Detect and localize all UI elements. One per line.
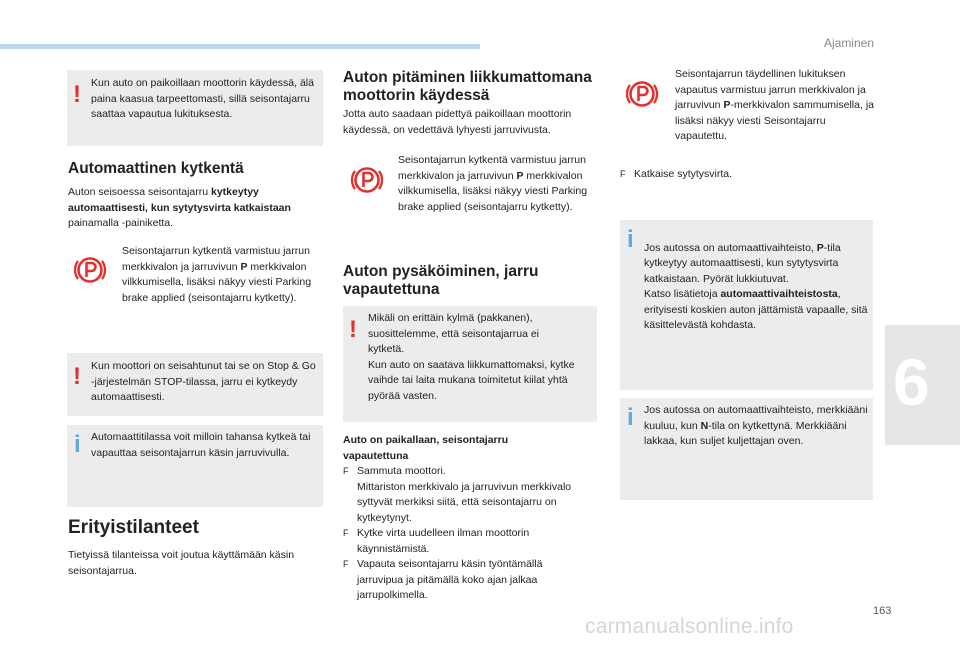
heading-automatic-engagement: Automaattinen kytkentä [68, 160, 244, 177]
paragraph-keep-confirmation: Seisontajarrun kytkentä varmistuu jarrun merkkivalon ja jarruvivun P merkkivalon vilkkumisella, lisäksi näkyy viesti Parking brake applied (seisontajarru kytketty). [398, 154, 588, 213]
warning-box-3 [343, 306, 597, 422]
info-icon: i [74, 431, 81, 458]
chapter-number: 6 [893, 345, 930, 419]
info-text: Jos autossa on automaattivaihteisto, merkkiääni kuuluu, kun N-tila on kytkettynä. Merkkiääni lakkaa, kun suljet kuljettajan oven. [644, 404, 868, 447]
bullet-icon: F [620, 169, 626, 179]
heading-parking-released: Auton pysäköiminen, jarru vapautettuna [343, 263, 539, 298]
warning-icon: ! [73, 81, 81, 108]
bullet-icon: F [343, 528, 349, 538]
heading-special-situations: Erityistilanteet [68, 517, 199, 538]
list-item: F Sammuta moottori. Mittariston merkkivalo ja jarruvivun merkkivalo syttyvät merkiksi siitä, että seisontajarru on kytkeytynyt. [343, 464, 583, 526]
warning-icon: ! [349, 316, 357, 343]
bullet-icon: F [343, 559, 349, 569]
step-list [620, 167, 870, 183]
paragraph-special-situations: Tietyissä tilanteissa voit joutua käyttämään käsin seisontajarrua. [68, 549, 295, 577]
list-item: F Vapauta seisontajarru käsin työntämällä jarruvipua ja pitämällä koko ajan jalkaa jarrupolkimella. [343, 557, 583, 604]
heading-keep-stationary: Auton pitäminen liikkumattomana moottorin käydessä [343, 69, 592, 104]
info-box-2 [620, 220, 873, 390]
parking-brake-icon [72, 252, 108, 288]
paragraph-keep-stationary: Jotta auto saadaan pidettyä paikoillaan moottorin käydessä, on vedettävä lyhyesti jarruvivusta. [343, 108, 572, 136]
paragraph-automatic-engagement: Auton seisoessa seisontajarru kytkeytyy automaattisesti, kun sytytysvirta katkaistaan painamalla -painiketta. [68, 186, 291, 229]
info-box-3 [620, 398, 873, 500]
warning-box-1 [67, 70, 323, 146]
parking-brake-icon [349, 162, 385, 198]
warning-box-2 [67, 353, 323, 416]
list-item: F Katkaise sytytysvirta. [620, 167, 870, 183]
section-title: Ajaminen [823, 36, 874, 50]
warning-icon: ! [73, 363, 81, 390]
list-item: F Kytke virta uudelleen ilman moottorin käynnistämistä. [343, 526, 583, 557]
steps-heading: Auto on paikallaan, seisontajarru vapautettuna [343, 434, 509, 462]
page-number: 163 [873, 605, 892, 617]
warning-text: Kun moottori on seisahtunut tai se on Stop & Go -järjestelmän STOP-tilassa, jarru ei kytkeydy automaattisesti. [91, 360, 316, 403]
bullet-icon: F [343, 466, 349, 476]
info-icon: i [627, 226, 634, 253]
paragraph-release-confirmation: Seisontajarrun täydellinen lukituksen vapautus varmistuu jarrun merkkivalon ja jarruvivun P-merkkivalon sammumisella, ja lisäksi näkyy viesti Seisontajarru vapautettu. [675, 68, 874, 142]
warning-text: Kun auto on paikoillaan moottorin käydessä, älä paina kaasua tarpeettomasti, sillä seisontajarru saattaa vapautua lukituksesta. [91, 77, 314, 120]
info-text: Jos autossa on automaattivaihteisto, P-tila kytkeytyy automaattisesti, kun sytytysvirta katkaistaan. Pyörät lukkiutuvat. Katso lisätietoja automaattivaihteistosta, erityisesti koskien auton jättämistä vapaalle, sitä käsittelevästä kohdasta. [644, 241, 868, 331]
watermark: carmanualsonline.info [585, 615, 794, 638]
parking-brake-icon [624, 76, 660, 112]
warning-text: Mikäli on erittäin kylmä (pakkanen), suosittelemme, että seisontajarrua ei kytketä. Kun auto on saatava liikkumattomaksi, kytke vaihde tai laita mukana toimitetut kiilat yhtä pyörää vasten. [368, 312, 575, 402]
info-box-1 [67, 425, 323, 507]
steps-list [343, 464, 583, 604]
info-icon: i [627, 404, 634, 431]
header-accent-bar [0, 44, 480, 49]
info-text: Automaattitilassa voit milloin tahansa kytkeä tai vapauttaa seisontajarrun käsin jarruvivulla. [91, 431, 311, 459]
paragraph-brake-confirmation: Seisontajarrun kytkentä varmistuu jarrun merkkivalon ja jarruvivun P merkkivalon vilkkumisella, lisäksi näkyy viesti Parking brake applied (seisontajarru kytketty). [122, 245, 312, 304]
